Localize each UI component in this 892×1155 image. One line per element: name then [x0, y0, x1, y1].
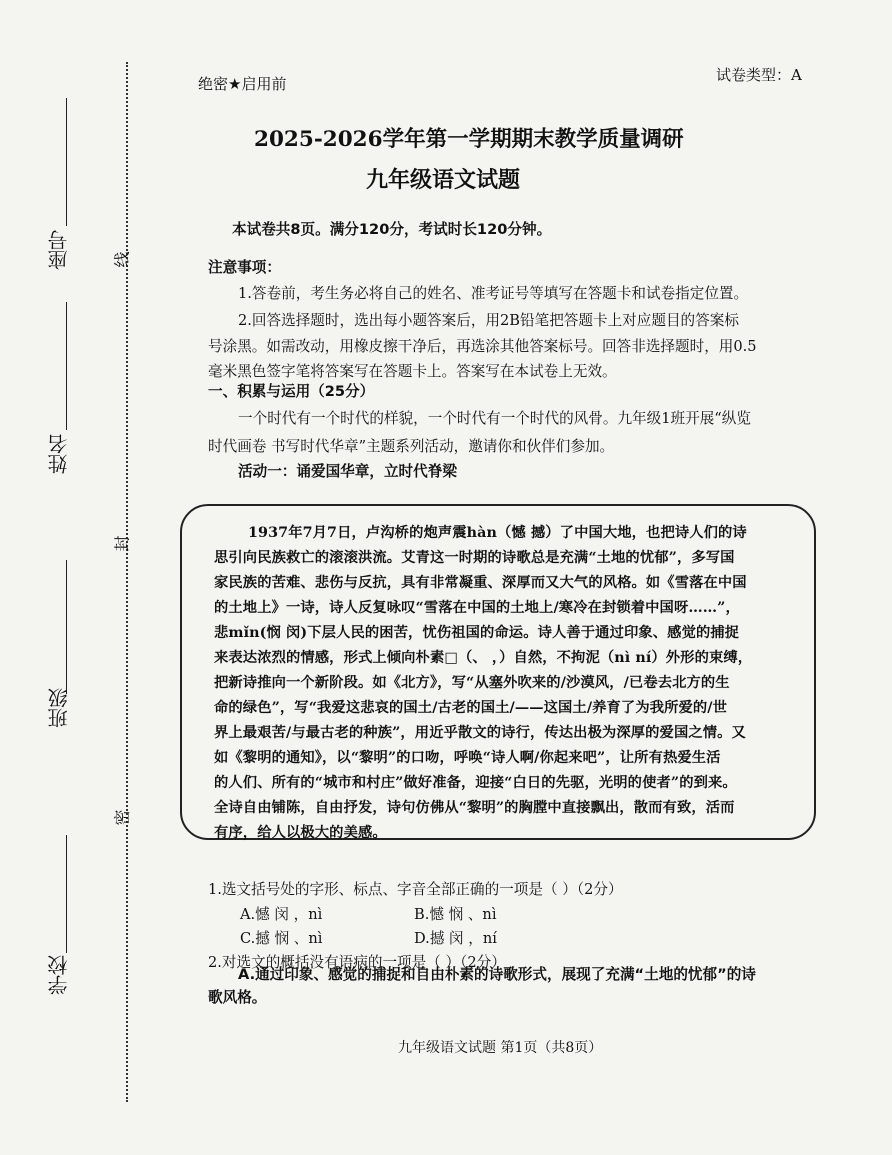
class-underline: [66, 560, 67, 694]
notes-line-2: 2.回答选择题时，选出每小题答案后，用2B铅笔把答题卡上对应题目的答案标: [238, 312, 739, 329]
passage-line-12: 全诗自由铺陈，自由抒发，诗句仿佛从“黎明”的胸膛中直接飘出，散而有致，活而: [214, 800, 735, 816]
page-footer: 九年级语文试题 第1页（共8页）: [398, 1040, 603, 1056]
class-label: 班级: [47, 688, 71, 728]
seal-dotted-line: [126, 62, 128, 1102]
name-label: 姓名: [47, 434, 71, 474]
section1-intro-2: 时代画卷 书写时代华章”主题系列活动，邀请你和伙伴们参加。: [208, 438, 615, 455]
notes-line-3: 号涂黑。如需改动，用橡皮擦干净后，再选涂其他答案标号。回答非选择题时，用0.5: [208, 338, 757, 355]
q1-option-a: A.憾 闵 ，nì: [240, 906, 323, 923]
passage-line-7: 把新诗推向一个新阶段。如《北方》，写“从塞外吹来的/沙漠风，/已卷去北方的生: [214, 675, 730, 691]
section1-intro-1: 一个时代有一个时代的样貌，一个时代有一个时代的风骨。九年级1班开展“纵览: [238, 410, 751, 427]
seal-char-mi: 密: [112, 809, 132, 826]
seat-label: 座号: [47, 230, 71, 270]
seal-char-feng: 封: [112, 535, 132, 552]
q1-option-d: D.撼 闵 ，ní: [414, 930, 497, 947]
q2-option-a-line1: A.通过印象、感觉的捕捉和自由朴素的诗歌形式，展现了充满“土地的忧郁”的诗: [238, 966, 756, 983]
activity-heading: 活动一：诵爱国华章，立时代脊梁: [238, 463, 457, 480]
notes-line-4: 毫米黑色签字笔将答案写在答题卡上。答案写在本试卷上无效。: [208, 363, 617, 380]
passage-line-6: 来表达浓烈的情感，形式上倾向朴素□（、 ，）自然，不拘泥（nì ní）外形的束缚，: [214, 650, 753, 666]
exam-subtitle: 九年级语文试题: [366, 168, 521, 193]
passage-line-8: 命的绿色”，写“我爱这悲哀的国土/古老的国土/——这国土/养育了为我所爱的/世: [214, 700, 728, 716]
passage-line-13: 有序，给人以极大的美感。: [214, 825, 387, 841]
notes-heading: 注意事项：: [208, 259, 281, 276]
school-label: 学校: [47, 955, 71, 995]
q1-option-c: C.撼 悯 、nì: [240, 930, 323, 947]
passage-line-10: 如《黎明的通知》，以“黎明”的口吻，呼唤“诗人啊/你起来吧”，让所有热爱生活: [214, 750, 721, 766]
passage-line-2: 思引向民族救亡的滚滚洪流。艾青这一时期的诗歌总是充满“土地的忧郁”，多写国: [214, 550, 735, 566]
seal-char-xian: 线: [112, 251, 132, 268]
passage-line-11: 的人们、所有的“城市和村庄”做好准备，迎接“白日的先驱，光明的使者”的到来。: [214, 775, 737, 791]
name-underline: [66, 302, 67, 430]
q1-stem: 1.选文括号处的字形、标点、字音全部正确的一项是（ ）（2分）: [208, 881, 623, 898]
passage-line-3: 家民族的苦难、悲伤与反抗，具有非常凝重、深厚而又大气的风格。如《雪落在中国: [214, 575, 747, 591]
exam-title: 2025-2026学年第一学期期末教学质量调研: [254, 127, 684, 152]
section1-heading: 一、积累与运用（25分）: [208, 383, 375, 400]
q2-stem: 2.对选文的概括没有语病的一项是（ ）（2分）: [208, 954, 506, 971]
notes-line-1: 1.答卷前，考生务必将自己的姓名、准考证号等填写在答题卡和试卷指定位置。: [238, 285, 749, 302]
passage-line-1: 1937年7月7日，卢沟桥的炮声震hàn（憾 撼）了中国大地，也把诗人们的诗: [248, 525, 747, 541]
passage-line-5: 悲mǐn(悯 闵)下层人民的困苦，忧伤祖国的命运。诗人善于通过印象、感觉的捕捉: [214, 625, 740, 641]
paper-type: 试卷类型：A: [716, 66, 802, 84]
secret-label: 绝密★启用前: [198, 75, 287, 93]
passage-line-4: 的土地上》一诗，诗人反复咏叹“雪落在中国的土地上/寒冷在封锁着中国呀……”，: [214, 600, 740, 616]
seat-underline: [66, 98, 67, 226]
exam-info: 本试卷共8页。满分120分，考试时长120分钟。: [232, 221, 552, 238]
school-underline: [66, 835, 67, 953]
q1-option-b: B.憾 悯 、nì: [414, 906, 497, 923]
passage-box: [180, 504, 816, 840]
q2-option-a-line2: 歌风格。: [208, 989, 267, 1006]
passage-line-9: 界上最艰苦/与最古老的种族”，用近乎散文的诗行，传达出极为深厚的爱国之情。又: [214, 725, 746, 741]
